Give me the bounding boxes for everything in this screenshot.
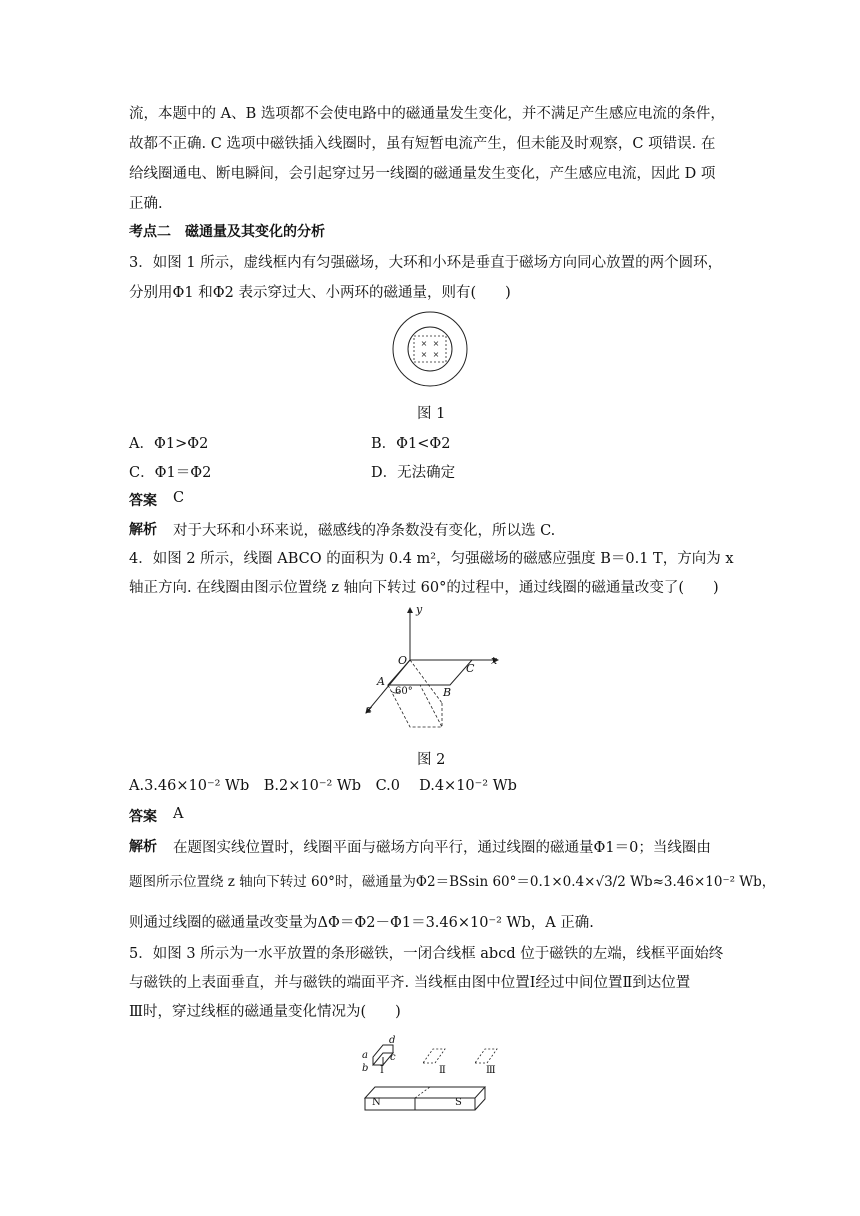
- q4-analysis-line-2: 题图所示位置绕 z 轴向下转过 60°时，磁通量为Φ2＝BSsin 60°＝0.1×0.4×√3/2 Wb≈3.46×10⁻² Wb，: [129, 874, 776, 890]
- fig2-label-b: B: [443, 686, 452, 699]
- q5-line-2: 与磁铁的上表面垂直，并与磁铁的端面平齐. 当线框由图中位置Ⅰ经过中间位置Ⅱ到达位置: [129, 975, 691, 991]
- q4-answer: A: [173, 806, 184, 822]
- paragraph-line-3: 给线圈通电、断电瞬间，会引起穿过另一线圈的磁通量发生变化，产生感应电流，因此 D 项: [129, 166, 716, 182]
- q4-line-2: 轴正方向. 在线圈由图示位置绕 z 轴向下转过 60°的过程中，通过线圈的磁通量改变了( ): [129, 580, 719, 596]
- paragraph-line-4: 正确.: [129, 196, 163, 212]
- fig3-label-position-3: Ⅲ: [486, 1065, 496, 1076]
- figure-2-caption: 图 2: [417, 752, 446, 768]
- fig3-label-b: b: [362, 1063, 369, 1074]
- fig3-label-d: d: [389, 1035, 396, 1046]
- q4-analysis-line-1: 在题图实线位置时，线圈平面与磁场方向平行，通过线圈的磁通量Φ1＝0；当线圈由: [173, 840, 711, 856]
- q3-analysis: 对于大环和小环来说，磁感线的净条数没有变化，所以选 C.: [173, 523, 556, 539]
- fig2-label-c: C: [466, 662, 475, 675]
- q4-answer-label: 答案: [129, 809, 157, 825]
- fig3-label-c: c: [390, 1052, 396, 1063]
- q4-analysis-line-3: 则通过线圈的磁通量改变量为ΔΦ＝Φ2－Φ1＝3.46×10⁻² Wb，A 正确.: [129, 915, 594, 931]
- paragraph-line-2: 故都不正确. C 选项中磁铁插入线圈时，虽有短暂电流产生，但未能及时观察，C 项错误. 在: [129, 136, 716, 152]
- q3-answer-label: 答案: [129, 493, 157, 509]
- q4-line-1: 4．如图 2 所示，线圈 ABCO 的面积为 0.4 m²，匀强磁场的磁感应强度 B＝0.1 T，方向为 x: [129, 551, 734, 567]
- q3-option-b: B．Φ1<Φ2: [371, 436, 451, 452]
- fig3-label-position-1: Ⅰ: [380, 1065, 384, 1076]
- fig2-label-angle: 60°: [395, 686, 413, 697]
- q3-answer: C: [173, 490, 185, 506]
- fig3-label-a: a: [362, 1050, 368, 1061]
- q3-option-a: A．Φ1>Φ2: [129, 436, 209, 452]
- q3-analysis-label: 解析: [129, 522, 157, 538]
- fig2-label-a: A: [377, 675, 385, 688]
- q3-option-d: D．无法确定: [371, 465, 456, 481]
- fig2-label-y: y: [416, 603, 423, 616]
- figure-1-caption: 图 1: [417, 406, 446, 422]
- fig3-label-position-2: Ⅱ: [439, 1065, 446, 1076]
- q3-line-1: 3．如图 1 所示，虚线框内有匀强磁场，大环和小环是垂直于磁场方向同心放置的两个圆环，: [129, 255, 723, 271]
- svg-text:×: ×: [432, 339, 440, 348]
- fig2-label-x: x: [491, 654, 498, 667]
- q4-analysis-label: 解析: [129, 839, 157, 855]
- q3-option-c: C．Φ1＝Φ2: [129, 465, 212, 481]
- q4-options: A.3.46×10⁻² Wb B.2×10⁻² Wb C.0 D.4×10⁻² Wb: [129, 778, 517, 794]
- fig3-label-s: S: [455, 1097, 462, 1108]
- fig2-label-o: O: [398, 654, 408, 667]
- section-title: 考点二 磁通量及其变化的分析: [129, 224, 325, 240]
- figure-1-concentric-rings: [390, 309, 470, 389]
- fig3-label-n: N: [372, 1097, 381, 1108]
- fig2-label-z: z: [366, 703, 372, 716]
- q5-line-1: 5．如图 3 所示为一水平放置的条形磁铁，一闭合线框 abcd 位于磁铁的左端，线框平面始终: [129, 946, 724, 962]
- q3-line-2: 分别用Φ1 和Φ2 表示穿过大、小两环的磁通量，则有( ): [129, 285, 511, 301]
- svg-text:×: ×: [432, 350, 440, 359]
- svg-text:×: ×: [420, 339, 428, 348]
- figure-2-coil-axes: [360, 605, 510, 740]
- paragraph-line-1: 流，本题中的 A、B 选项都不会使电路中的磁通量发生变化，并不满足产生感应电流的条件，: [129, 106, 725, 122]
- svg-text:×: ×: [420, 350, 428, 359]
- q5-line-3: Ⅲ时，穿过线框的磁通量变化情况为( ): [129, 1004, 401, 1020]
